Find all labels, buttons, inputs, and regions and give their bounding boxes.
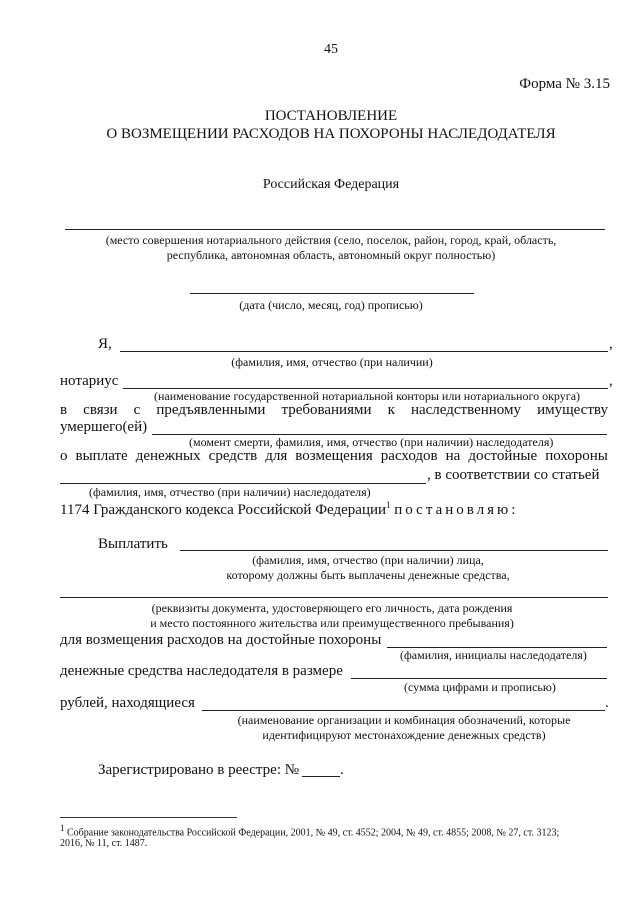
registry-number-line[interactable] — [302, 776, 340, 777]
payment-word: похороны — [545, 448, 608, 464]
claims-word: наследственному — [410, 402, 521, 418]
payment-word: на — [445, 448, 461, 464]
pay-label: Выплатить — [98, 536, 168, 552]
page-number: 45 — [324, 42, 338, 57]
footnote-number: 1 — [60, 823, 65, 833]
funeral-hint: (фамилия, инициалы наследодателя) — [400, 648, 587, 662]
place-hint-1: (место совершения нотариального действия (село, поселок, район, город, край, область, — [105, 233, 557, 247]
payment-word: выплате — [75, 448, 128, 464]
form-label: Форма № 3.15 — [519, 76, 610, 92]
org-line[interactable] — [202, 710, 605, 711]
article-line — [60, 500, 518, 519]
payment-word: о — [60, 448, 68, 464]
footnote-separator — [60, 817, 237, 818]
title-line-1: ПОСТАНОВЛЕНИЕ — [264, 108, 398, 124]
heir-hint: (фамилия, имя, отчество (при наличии) наследодателя) — [89, 485, 371, 499]
footnote-text-2: 2016, № 11, ст. 1487. — [60, 838, 148, 849]
i-comma: , — [609, 336, 613, 352]
notary-hint: (наименование государственной нотариальной конторы или нотариального округа) — [153, 389, 581, 403]
claims-word: предъявленными — [156, 402, 266, 418]
doc-hint-1: (реквизиты документа, удостоверяющего его личность, дата рождения — [151, 601, 513, 615]
according-text: , в соответствии со статьей — [427, 467, 600, 483]
date-hint: (дата (число, месяц, год) прописью) — [239, 298, 423, 312]
i-name-line[interactable] — [120, 351, 608, 352]
place-hint-2: республика, автономная область, автономный округ полностью) — [166, 248, 496, 262]
amount-hint: (сумма цифрами и прописью) — [404, 680, 556, 694]
payment-word: для — [265, 448, 288, 464]
notary-label: нотариус — [60, 373, 119, 389]
payment-word: средств — [208, 448, 258, 464]
claims-line — [60, 402, 608, 419]
org-hint-2: идентифицируют местонахождение денежных средств) — [262, 728, 546, 742]
registry-dot: . — [340, 762, 344, 778]
footnote-line-1 — [60, 823, 559, 838]
i-label: Я, — [98, 336, 112, 352]
footnote-text-1: Собрание законодательства Российской Федерации, 2001, № 49, ст. 4552; 2004, № 49, ст. 4855; 2008, № 27, ст. 3123; — [67, 827, 560, 839]
payment-word: денежных — [135, 448, 201, 464]
country: Российская Федерация — [262, 177, 400, 192]
footnote-mark: 1 — [386, 500, 391, 510]
payee-line[interactable] — [180, 550, 608, 551]
date-line[interactable] — [190, 293, 474, 294]
rubles-dot: . — [605, 695, 609, 711]
claims-word: к — [387, 402, 395, 418]
payment-word: расходов — [380, 448, 438, 464]
amount-line[interactable] — [351, 678, 607, 679]
funeral-label: для возмещения расходов на достойные похороны — [60, 632, 382, 648]
org-hint-1: (наименование организации и комбинация обозначений, которые — [237, 713, 571, 727]
claims-word: в — [60, 402, 68, 418]
payment-word: достойные — [468, 448, 538, 464]
deceased-hint: (момент смерти, фамилия, имя, отчество (при наличии) наследодателя) — [189, 435, 554, 449]
claims-word: с — [133, 402, 141, 418]
heir-line[interactable] — [60, 483, 426, 484]
decree-word: постановляю: — [394, 502, 519, 518]
claims-word: имуществу — [537, 402, 608, 418]
claims-word: требованиями — [281, 402, 372, 418]
payee-hint-2: которому должны быть выплачены денежные средства, — [226, 568, 510, 582]
place-line[interactable] — [65, 229, 605, 230]
deceased-label: умершего(ей) — [60, 419, 148, 435]
payment-line — [60, 448, 608, 465]
title-line-2: О ВОЗМЕЩЕНИИ РАСХОДОВ НА ПОХОРОНЫ НАСЛЕДОДАТЕЛЯ — [106, 126, 556, 142]
rubles-label: рублей, находящиеся — [60, 695, 195, 711]
document-line[interactable] — [60, 597, 608, 598]
notary-comma: , — [609, 373, 613, 389]
claims-word: связи — [83, 402, 118, 418]
i-hint: (фамилия, имя, отчество (при наличии) — [231, 355, 433, 369]
registry-label: Зарегистрировано в реестре: № — [98, 762, 300, 778]
payee-hint-1: (фамилия, имя, отчество (при наличии) лица, — [252, 553, 484, 567]
amount-label: денежные средства наследодателя в размере — [60, 663, 343, 679]
doc-hint-2: и место постоянного жительства или преимущественного пребывания) — [150, 616, 514, 630]
article-text: 1174 Гражданского кодекса Российской Федерации — [60, 502, 387, 518]
payment-word: возмещения — [295, 448, 373, 464]
